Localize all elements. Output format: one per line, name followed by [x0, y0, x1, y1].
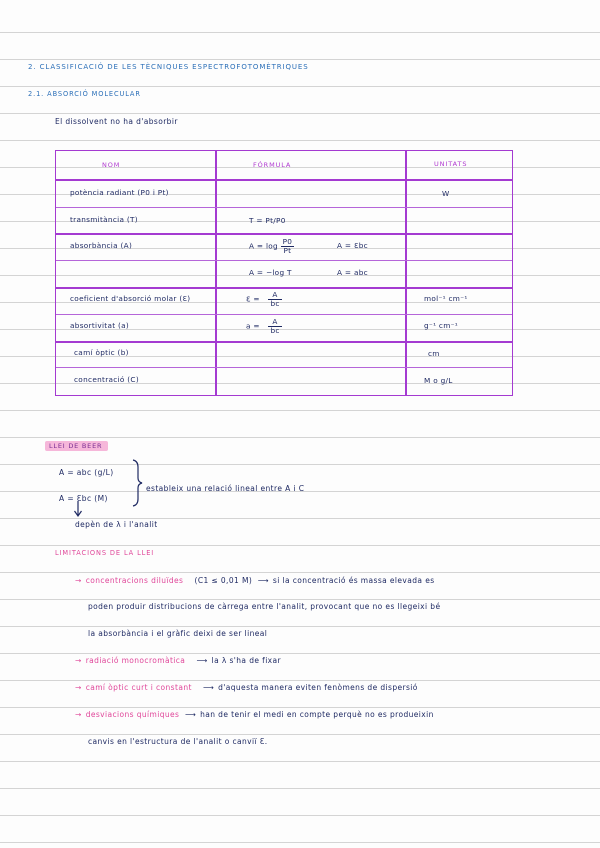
row-units: g⁻¹ cm⁻¹ [424, 321, 459, 330]
beer-equation-mass: A = abc (g/L) [59, 468, 114, 477]
fraction-denominator: bc [270, 326, 280, 335]
fraction-numerator: P0 [282, 237, 293, 246]
formula-prefix: A = log [249, 241, 278, 251]
formula-prefix: Ɛ = [246, 294, 260, 304]
beer-relation-note: estableix una relació lineal entre A i C [146, 484, 305, 493]
arrow-right-icon: ⟶ [196, 656, 208, 665]
row-divider [56, 314, 512, 315]
row-name: camí òptic (b) [74, 348, 129, 357]
curly-brace-icon [131, 459, 143, 507]
section-heading: 2. CLASSIFICACIÓ DE LES TÈCNIQUES ESPECTROFOTOMÈTRIQUES [28, 63, 309, 71]
row-name: concentració (C) [74, 375, 139, 384]
arrow-right-icon: ⟶ [184, 710, 197, 719]
limitations-title: LIMITACIONS DE LA LLEI [55, 549, 155, 557]
beer-equation-molar: A = Ɛbc (M) [59, 494, 108, 503]
row-units: W [442, 189, 450, 198]
row-name: absorbància (A) [70, 241, 133, 250]
limitation-label: desviacions químiques [85, 710, 180, 719]
beer-law-title: LLEI DE BEER [45, 441, 108, 451]
limitation-label: concentracions diluïdes [85, 576, 184, 585]
row-name: potència radiant (P0 i Pt) [70, 188, 169, 197]
fraction-numerator: A [268, 318, 281, 327]
limitation-explanation: d'aquesta manera eviten fenòmens de dispersió [218, 683, 418, 692]
formula-fraction [281, 238, 295, 255]
limitation-item [75, 656, 281, 665]
row-divider [56, 260, 512, 261]
row-divider [56, 341, 512, 343]
fraction-numerator: A [268, 291, 281, 300]
limitation-explanation: han de tenir el medi en compte perquè no es produeixin [200, 710, 434, 719]
header-name: NOM [102, 161, 121, 169]
arrow-right-icon: → [75, 656, 82, 665]
limitation-item [75, 576, 435, 585]
row-name: transmitància (T) [70, 215, 138, 224]
row-divider [56, 179, 512, 181]
formula-prefix: a = [246, 321, 260, 331]
row-divider [56, 367, 512, 368]
row-formula: T = Pt/P0 [249, 216, 286, 225]
limitation-continuation: poden produir distribucions de càrrega entre l'analit, provocant que no es llegeixi bé [88, 602, 441, 611]
arrow-right-icon: → [75, 683, 82, 692]
limitation-continuation: canvis en l'estructura de l'analit o canviï Ɛ. [88, 737, 268, 746]
row-units: M o g/L [424, 376, 453, 385]
row-formula [249, 238, 294, 255]
row-units: cm [428, 349, 440, 358]
column-divider [215, 151, 217, 395]
row-formula: A = −log T [249, 268, 292, 277]
fraction-denominator: bc [270, 299, 280, 308]
limitation-condition: (C1 ≤ 0,01 M) [194, 576, 253, 585]
limitation-item [75, 683, 418, 692]
arrow-right-icon: → [75, 710, 82, 719]
solvent-note: El dissolvent no ha d'absorbir [55, 117, 178, 126]
arrow-right-icon: ⟶ [257, 576, 269, 585]
column-divider [405, 151, 407, 395]
limitation-item [75, 710, 434, 719]
header-units: UNITATS [434, 160, 468, 168]
limitation-explanation: la λ s'ha de fixar [211, 656, 281, 665]
arrow-right-icon: ⟶ [202, 683, 215, 692]
fraction-denominator: Pt [283, 246, 292, 255]
row-formula-alt: A = abc [337, 268, 368, 277]
beer-dependency-note: depèn de λ i l'analit [75, 520, 158, 529]
formula-fraction [268, 291, 281, 308]
limitation-continuation: la absorbància i el gràfic deixi de ser lineal [88, 629, 268, 638]
header-formula: FÓRMULA [253, 161, 292, 169]
row-divider [56, 207, 512, 208]
spectrophotometry-table [55, 150, 513, 396]
row-divider [56, 233, 512, 235]
limitation-label: camí òptic curt i constant [85, 683, 192, 692]
row-divider [56, 287, 512, 289]
limitation-label: radiació monocromàtica [85, 656, 186, 665]
subsection-heading: 2.1. ABSORCIÓ MOLECULAR [28, 90, 141, 98]
row-units: mol⁻¹ cm⁻¹ [424, 294, 468, 303]
row-formula-alt: A = Ɛbc [337, 241, 368, 250]
limitation-explanation: si la concentració és massa elevada es [272, 576, 435, 585]
row-name: absortivitat (a) [70, 321, 130, 330]
formula-fraction [268, 318, 281, 335]
row-formula [246, 291, 282, 308]
arrow-right-icon: → [75, 576, 82, 585]
arrow-down-icon [73, 500, 83, 518]
row-name: coeficient d'absorció molar (Ɛ) [70, 294, 191, 303]
row-formula [246, 318, 282, 335]
